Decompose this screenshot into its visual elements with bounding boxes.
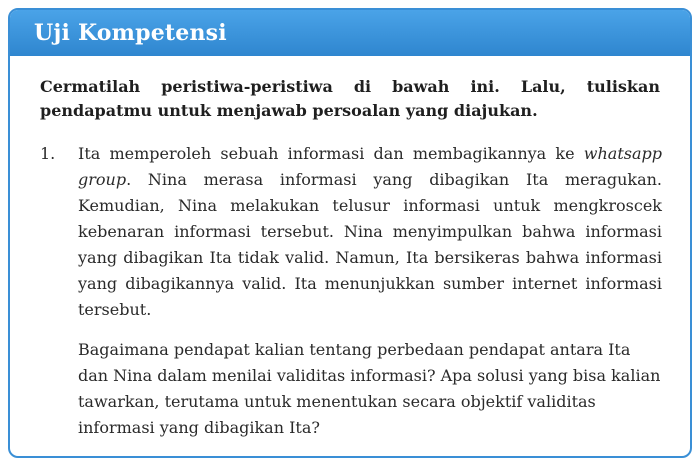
paragraph-1-after: . Nina merasa informasi yang dibagikan Ita meragukan. Kemudian, Nina melakukan telusur informasi untuk mengkroscek kebenaran informasi tersebut. Nina menyimpulkan bahwa informasi yang dibagikan Ita tidak valid. Namun, Ita bersikeras bahwa informasi yang dibagikannya valid. Ita menunjukkan sumber internet informasi tersebut. xyxy=(78,170,662,319)
item-paragraph-2: Bagaimana pendapat kalian tentang perbedaan pendapat antara Ita dan Nina dalam menilai validitas informasi? Apa solusi yang bisa kalian tawarkan, terutama untuk menentukan secara objektif validitas informasi yang dibagikan Ita? xyxy=(78,340,661,437)
item-body xyxy=(78,141,662,441)
competency-card xyxy=(8,8,692,458)
item-paragraph-1 xyxy=(78,141,662,323)
instruction-text: Cermatilah peristiwa-peristiwa di bawah ini. Lalu, tuliskan pendapatmu untuk menjawab persoalan yang diajukan. xyxy=(40,77,660,120)
item-number: 1. xyxy=(40,144,56,163)
card-header xyxy=(10,10,690,56)
card-title: Uji Kompetensi xyxy=(34,20,227,46)
paragraph-1-before: Ita memperoleh sebuah informasi dan membagikannya ke xyxy=(78,144,584,163)
paragraph-1-italic: whatsapp group xyxy=(78,144,662,189)
